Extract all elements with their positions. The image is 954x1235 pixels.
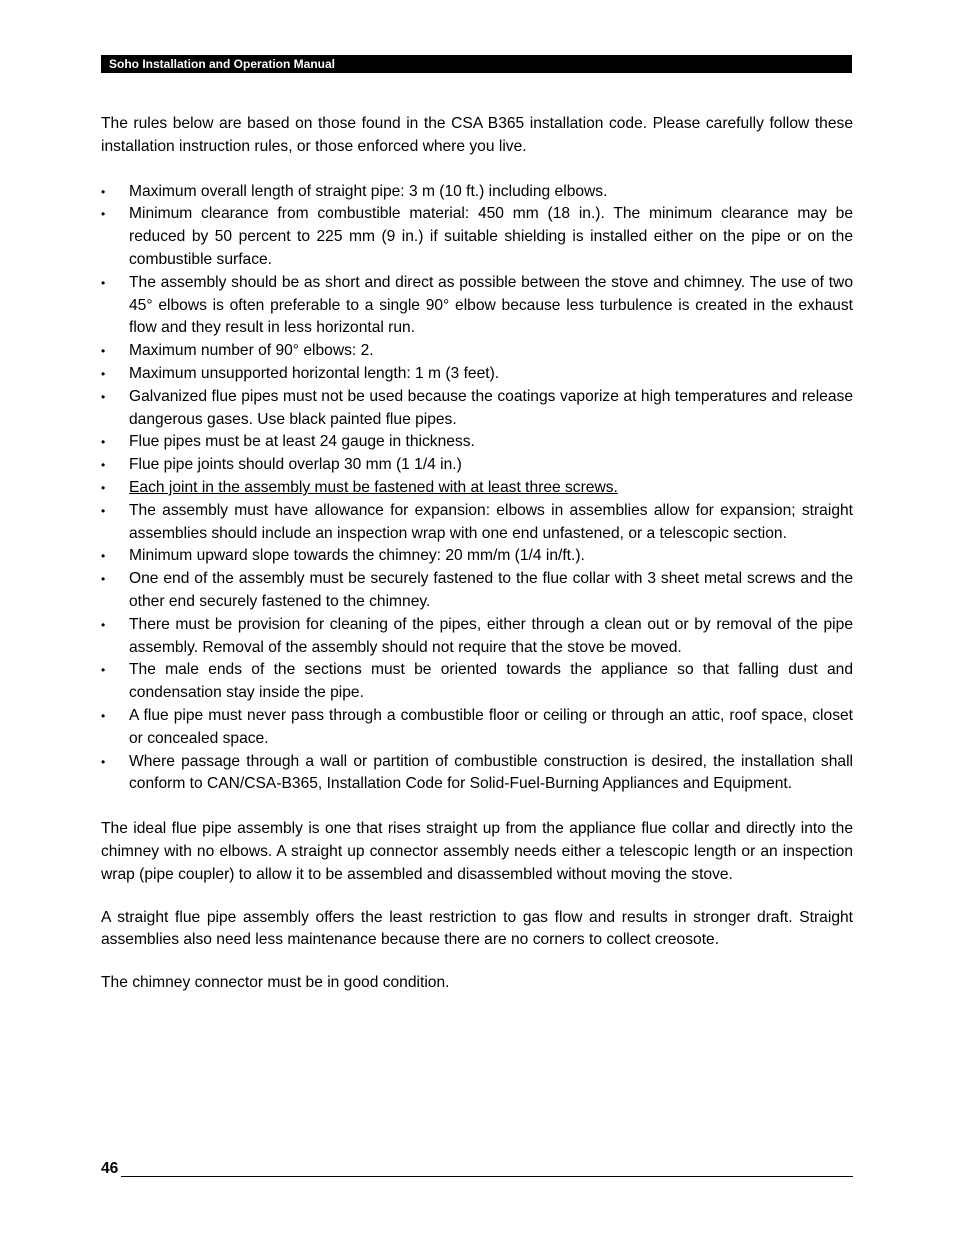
bullet-icon: • <box>101 458 106 473</box>
rule-text: Minimum upward slope towards the chimney: 20 mm/m (1/4 in/ft.). <box>129 547 585 565</box>
list-item <box>101 500 853 546</box>
rule-text: Flue pipe joints should overlap 30 mm (1 1/4 in.) <box>129 456 462 474</box>
rule-text: Where passage through a wall or partition of combustible construction is desired, the installation shall conform to CAN/CSA-B365, Installation Code for Solid-Fuel-Burning Appliances and Equipment. <box>129 752 853 793</box>
list-item <box>101 659 853 705</box>
rule-text: The assembly should be as short and direct as possible between the stove and chimney. The use of two 45° elbows is often preferable to a single 90° elbow because less turbulence is created in the exhaust flow and they result in less horizontal run. <box>129 273 853 337</box>
list-item <box>101 614 853 660</box>
rule-text: Minimum clearance from combustible material: 450 mm (18 in.). The minimum clearance may be reduced by 50 percent to 225 mm (9 in.) if suitable shielding is installed either on the pipe or on the combustible surface. <box>129 205 853 268</box>
bullet-icon: • <box>101 549 106 564</box>
straight-assembly-paragraph: A straight flue pipe assembly offers the least restriction to gas flow and results in stronger draft. Straight assemblies also need less maintenance because there are no corners to collect creosote. <box>101 908 853 949</box>
rule-text: Maximum number of 90° elbows: 2. <box>129 342 374 360</box>
rule-text: The assembly must have allowance for expansion: elbows in assemblies allow for expansion; straight assemblies should include an inspection wrap with one end unfastened, or a telescopic section. <box>129 501 853 542</box>
rule-text: Maximum overall length of straight pipe: 3 m (10 ft.) including elbows. <box>129 182 608 200</box>
rule-text: Galvanized flue pipes must not be used because the coatings vaporize at high temperatures and release dangerous gases. Use black painted flue pipes. <box>129 387 853 428</box>
bullet-icon: • <box>101 435 106 450</box>
bullet-icon: • <box>101 389 106 404</box>
page-footer <box>101 1157 853 1181</box>
bullet-icon: • <box>101 503 106 518</box>
list-item <box>101 272 853 340</box>
rule-text: There must be provision for cleaning of the pipes, either through a clean out or by removal of the pipe assembly. Removal of the assembly should not require that the stove be moved. <box>129 615 853 656</box>
rule-text: A flue pipe must never pass through a combustible floor or ceiling or through an attic, roof space, closet or concealed space. <box>129 706 853 747</box>
page-number: 46 <box>101 1160 119 1177</box>
list-item <box>101 477 853 500</box>
rule-text: Flue pipes must be at least 24 gauge in thickness. <box>129 433 475 451</box>
intro-paragraph: The rules below are based on those found in the CSA B365 installation code. Please carefully follow these installation instruction rules, or those enforced where you live. <box>101 115 853 155</box>
bullet-icon: • <box>101 572 106 587</box>
bullet-icon: • <box>101 184 106 199</box>
list-item <box>101 340 853 363</box>
rule-text: Maximum unsupported horizontal length: 1 m (3 feet). <box>129 364 500 382</box>
bullet-icon: • <box>101 207 106 222</box>
list-item <box>101 431 853 454</box>
list-item <box>101 363 853 386</box>
list-item <box>101 203 853 271</box>
bullet-icon: • <box>101 480 106 495</box>
connector-condition-paragraph: The chimney connector must be in good condition. <box>101 974 450 992</box>
page-content <box>101 113 853 995</box>
bullet-icon: • <box>101 617 106 632</box>
list-item <box>101 454 853 477</box>
list-item <box>101 751 853 797</box>
list-item <box>101 568 853 614</box>
list-item <box>101 545 853 568</box>
list-item <box>101 386 853 432</box>
rule-text: One end of the assembly must be securely fastened to the flue collar with 3 sheet metal screws and the other end securely fastened to the chimney. <box>129 570 853 610</box>
bullet-icon: • <box>101 344 106 359</box>
rule-text: The male ends of the sections must be oriented towards the appliance so that falling dust and condensation stay inside the pipe. <box>129 661 853 702</box>
bullet-icon: • <box>101 275 106 290</box>
ideal-assembly-paragraph: The ideal flue pipe assembly is one that rises straight up from the appliance flue collar and directly into the chimney with no elbows. A straight up connector assembly needs either a telescopic length or an inspection wrap (pipe coupler) to allow it to be assembled and disassembled without moving the stove. <box>101 820 853 883</box>
footer-rule-line <box>121 1176 853 1177</box>
manual-title: Soho Installation and Operation Manual <box>109 57 336 71</box>
list-item <box>101 181 853 204</box>
bullet-icon: • <box>101 366 106 381</box>
list-item <box>101 705 853 751</box>
bullet-icon: • <box>101 708 106 723</box>
bullet-icon: • <box>101 754 106 769</box>
bullet-icon: • <box>101 663 106 678</box>
rule-text-underlined: Each joint in the assembly must be fastened with at least three screws. <box>129 478 618 496</box>
installation-rules-list <box>101 181 853 797</box>
page-header-bar <box>101 55 852 73</box>
